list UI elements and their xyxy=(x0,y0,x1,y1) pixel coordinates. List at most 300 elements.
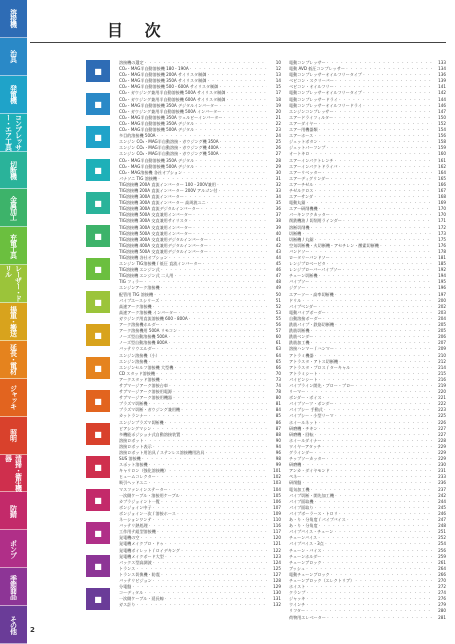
toc-entry-title: チェーン切断機 xyxy=(289,273,318,279)
toc-entry-title: ボンジョイン中子 xyxy=(119,504,152,510)
toc-entry-page: 34 xyxy=(275,194,281,200)
sidebar-tab[interactable]: 金属加工 xyxy=(0,189,27,227)
toc-entry-page: 214 xyxy=(438,364,446,370)
toc-entry-page: 220 xyxy=(438,389,446,395)
toc-entry-page: 176 xyxy=(438,242,446,248)
sidebar-tab[interactable]: 溶接機 xyxy=(0,0,27,38)
toc-entry-title: パイプソーツ・ボンダー xyxy=(289,401,334,407)
sidebar-tab[interactable]: ジャッキ xyxy=(0,379,27,417)
toc-entry-page: 150 xyxy=(438,114,446,120)
toc-entry-title: チェーンブロック xyxy=(289,559,322,565)
sidebar-tab[interactable]: 治具 xyxy=(0,38,27,76)
toc-entry-page: 160 xyxy=(438,151,446,157)
toc-entry-page: 99 xyxy=(275,462,281,468)
toc-entry-page: 104 xyxy=(273,486,281,492)
toc-entry-title: 電気加工機 xyxy=(289,486,310,492)
toc-entry-page: 244 xyxy=(438,498,446,504)
toc-entry-page: 116 xyxy=(273,523,281,529)
toc-entry-title: ジグソー xyxy=(289,285,306,291)
toc-entry-page: 200 xyxy=(438,297,446,303)
category-marker-icon: ■ xyxy=(86,225,110,247)
sidebar-tab[interactable]: 照明 xyxy=(0,417,27,455)
toc-entry-page: 266 xyxy=(438,571,446,577)
toc-entry-title: エンジン TIG溶接機 / 低圧 直流インバーター xyxy=(119,261,202,267)
toc-entry-title: CO₂・ガウジング兼用半自動溶接機 500A サイリスタ制御 xyxy=(119,90,226,96)
toc-entry-title: リフター xyxy=(289,608,306,614)
toc-entry-page: 33 xyxy=(275,187,281,193)
toc-entry-title: エアーインパクトドライバ xyxy=(289,163,338,169)
toc-entry-title: 一次側ケーブル・延長線 xyxy=(119,596,164,602)
toc-entry-title: 鉄筋切断機 xyxy=(289,328,310,334)
toc-entry-page: 276 xyxy=(438,596,446,602)
toc-entry-page: 132 xyxy=(273,602,281,608)
toc-entry-page: 170 xyxy=(438,206,446,212)
toc-entry-page: 231 xyxy=(438,468,446,474)
toc-entry-page: 122 xyxy=(273,547,281,553)
sidebar-tab[interactable]: ポンプ xyxy=(0,530,27,568)
toc-entry-title: 電動コンプレッサー xyxy=(289,60,326,65)
toc-entry-title: ジェットボタン xyxy=(289,139,318,145)
toc-entry-page: 57 xyxy=(275,328,281,334)
toc-entry-title: 電動コンプレッサーオイルフリータイプ xyxy=(289,72,362,78)
toc-entry-title: 溶接機の選定 xyxy=(119,60,144,65)
category-sidebar xyxy=(0,0,27,644)
toc-entry-page: 101 xyxy=(273,468,281,474)
toc-entry-title: TIG溶接機 300A 直流インバーター xyxy=(119,194,184,200)
toc-entry-page: 29 xyxy=(275,163,281,169)
toc-entry-page: 78 xyxy=(275,389,281,395)
toc-entry-title: バッテリウエルダー xyxy=(119,346,156,352)
toc-entry-title: バンドソー xyxy=(289,248,310,254)
toc-entry-title: コーディタル xyxy=(119,590,144,596)
toc-entry-title: サブマージアーク溶接用機器 xyxy=(119,395,173,401)
toc-entry-page: 270 xyxy=(438,577,446,583)
toc-entry-title: 多目的溶接機 500A xyxy=(119,133,156,139)
toc-entry-title: 配管用 TIG 溶接機 xyxy=(119,291,154,297)
toc-entry-page: 229 xyxy=(438,456,446,462)
toc-entry-page: 120 xyxy=(273,535,281,541)
toc-entry-title: パイプバイス・3点 xyxy=(289,541,324,547)
toc-entry-page: 64 xyxy=(275,352,281,358)
toc-entry-title: エアーリベッター xyxy=(289,169,322,175)
toc-entry-title: プラズマ切断機 xyxy=(119,401,148,407)
toc-entry-page: 14 xyxy=(275,78,281,84)
toc-entry-page: 131 xyxy=(273,596,281,602)
toc-entry-page: 51 xyxy=(275,297,281,303)
toc-entry-page: 65 xyxy=(275,358,281,364)
toc-entry-page: 47 xyxy=(275,273,281,279)
title-rule xyxy=(30,42,446,43)
toc-entry-title: ワイヤーアタッチ xyxy=(289,443,322,449)
toc-entry-page: 15 xyxy=(275,84,281,90)
toc-entry-page: 128 xyxy=(273,577,281,583)
toc-entry-page: 233 xyxy=(438,474,446,480)
toc-entry-title: アーク溶接機ホルダー xyxy=(119,322,160,328)
toc-entry-page: 103 xyxy=(273,480,281,486)
toc-entry-page: 202 xyxy=(438,303,446,309)
toc-entry-title: チェーン・バイス xyxy=(289,547,322,553)
toc-entry-page: 107 xyxy=(273,504,281,510)
toc-entry-title: ウインチ xyxy=(289,602,306,608)
toc-entry-page: 80 xyxy=(275,395,281,401)
toc-entry-title: TIG溶接機 300A 直流インバーター 高周波ユニ xyxy=(119,200,206,206)
toc-entry-page: 156 xyxy=(438,133,446,139)
toc-entry-title: パイプ面取機 xyxy=(289,498,314,504)
toc-entry-page: 170 xyxy=(438,212,446,218)
toc-entry-title: ホイールダイナー xyxy=(289,437,322,443)
toc-entry-title: 研削盤 xyxy=(289,480,302,486)
toc-entry-title: カプラジョイント一覧 xyxy=(119,498,160,504)
toc-entry-title: 電動コンプレッサードライ xyxy=(289,96,338,102)
sidebar-tab[interactable]: 季節商品 xyxy=(0,568,27,606)
toc-entry-page: 209 xyxy=(438,346,446,352)
toc-entry-title: エアーチゼル xyxy=(289,181,314,187)
toc-entry-page: 141 xyxy=(438,84,446,90)
category-marker-icon: ■ xyxy=(86,522,110,544)
toc-entry-title: パイプエースシリーズ xyxy=(119,297,160,303)
toc-entry-page: 96 xyxy=(275,450,281,455)
toc-entry-title: CO₂・MAG半自動溶接機 500A デジタル xyxy=(119,163,195,169)
sidebar-tab[interactable]: コンプレッサー・エア工具 xyxy=(0,114,27,152)
toc-entry-title: ガス計り xyxy=(119,602,136,608)
toc-entry-page: 280 xyxy=(438,608,446,614)
toc-entry-page: 28 xyxy=(275,157,281,163)
toc-entry-title: TIG溶接機 500A 交直兼用デジタルインバーター xyxy=(119,248,208,254)
page-title: 目 次 xyxy=(107,21,169,40)
toc-entry-title: CO₂・MAG半自動溶接機 350A デジタル xyxy=(119,120,195,126)
toc-entry-page: 61 xyxy=(275,340,281,346)
category-marker-icon: ■ xyxy=(86,291,110,313)
toc-entry-page: 56 xyxy=(275,322,281,328)
toc-entry-title: TIG溶接機 300A 交直兼用サイリスタ xyxy=(119,218,188,224)
toc-entry-page: 205 xyxy=(438,322,446,328)
toc-entry-title: 研磨機・回転 xyxy=(289,431,314,437)
toc-entry-page: 229 xyxy=(438,443,446,449)
toc-entry-title: ノーズ型自動溶接機 800A xyxy=(119,340,168,346)
toc-entry-title: CO₂・MAG半自動溶接機 350A デジタルインバーター xyxy=(119,102,219,108)
toc-entry-title: TIG溶接機 300A 直流デジタルインバーター xyxy=(119,206,200,212)
toc-entry-page: 165 xyxy=(438,175,446,181)
toc-entry-title: CO₂・MAG半自動溶接機 180・190A xyxy=(119,66,189,72)
sidebar-tab[interactable]: 防錆 xyxy=(0,492,27,530)
toc-entry-page: 125 xyxy=(273,565,281,571)
category-marker-icon: ■ xyxy=(86,357,110,379)
toc-entry-page: 161 xyxy=(438,157,446,163)
toc-entry-page: 123 xyxy=(273,553,281,559)
toc-entry-title: バッテリ熱処理 xyxy=(119,523,148,529)
toc-entry-page: 63 xyxy=(275,346,281,352)
sidebar-tab[interactable]: レーザー・ドリル xyxy=(0,265,27,303)
toc-entry-page: 55 xyxy=(275,315,281,321)
toc-entry-title: ペネー xyxy=(289,474,302,480)
toc-entry-title: CO₂・ガウジング兼用半自動溶接機 500A インバーター xyxy=(119,108,222,114)
toc-entry-title: TIG溶接機 500A 交直兼用インバーター xyxy=(119,230,193,236)
toc-entry-page: 178 xyxy=(438,248,446,254)
toc-entry-page: 45 xyxy=(275,261,281,267)
toc-entry-page: 52 xyxy=(275,303,281,309)
toc-entry-page: 10 xyxy=(275,60,281,65)
toc-entry-title: パイプシー 手動式 xyxy=(289,407,323,413)
toc-entry-title: ジェットパーフンプ xyxy=(289,145,326,151)
toc-entry-page: 41 xyxy=(275,236,281,242)
toc-entry-title: パイプシー・小型リーマ xyxy=(289,413,334,419)
toc-entry-title: 研磨機 xyxy=(289,462,302,468)
toc-entry-title: パイプライン開先・ブロー・プロー xyxy=(289,382,355,388)
toc-entry-title: 発電機メイクボード大型 xyxy=(119,553,164,559)
toc-entry-title: エンジンコンプレッサー xyxy=(289,108,334,114)
toc-entry-page: 124 xyxy=(273,559,281,565)
toc-entry-title: エンジン CO₂・MAG半自動溶接・ガウジング機 350A xyxy=(119,139,219,145)
toc-entry-page: 219 xyxy=(438,382,446,388)
toc-entry-title: TIG溶接機 300A 交直兼用インバーター xyxy=(119,224,193,230)
toc-entry-title: エンジン CO₂・MAG半自動溶接・ガウジング機 400A xyxy=(119,145,219,151)
toc-entry-title: ネーションワンテ xyxy=(119,517,152,523)
toc-entry-title: オートキロ xyxy=(289,151,310,157)
toc-entry-title: 溶接ロボット用治具 / ステンレス溶接機用治具 xyxy=(119,450,205,455)
toc-entry-page: 223 xyxy=(438,407,446,413)
toc-entry-title: パイプベンダー xyxy=(289,303,318,309)
toc-entry-title: バッテリビジョン xyxy=(119,577,152,583)
toc-entry-title: ベビコン・オイルフリー xyxy=(289,84,334,90)
toc-entry-title: 鉄筋加工機 xyxy=(289,340,310,346)
toc-entry[interactable] xyxy=(289,615,446,621)
category-marker-icon: ■ xyxy=(86,192,110,214)
toc-entry-page: 32 xyxy=(275,181,281,187)
toc-entry-page: 117 xyxy=(273,529,281,535)
toc-entry-page: 204 xyxy=(438,315,446,321)
toc-entry-title: CO₂・MAG半自動溶接機 500・600A サイリスタ制御 xyxy=(119,84,219,90)
toc-entry-title: 研磨機・チキン xyxy=(289,425,318,431)
toc-entry-title: アトラミシート xyxy=(289,370,318,376)
sidebar-tab[interactable]: 清掃・衛生機器 xyxy=(0,455,27,493)
toc-entry-page: 274 xyxy=(438,590,446,596)
toc-entry-page: 229 xyxy=(438,450,446,455)
toc-entry-page: 70 xyxy=(275,370,281,376)
toc-entry-title: アークスタッド溶接機 xyxy=(119,376,160,382)
toc-entry-page: 215 xyxy=(438,370,446,376)
toc-entry-title: エアーソー・高率切断機 xyxy=(289,291,334,297)
toc-entry-page: 81 xyxy=(275,401,281,407)
toc-column-right xyxy=(289,60,446,621)
toc-entry-title: ガウジング用直流溶接機 600・800A xyxy=(119,315,188,321)
sidebar-tab[interactable]: 揚重・搬送 xyxy=(0,303,27,341)
sidebar-tab[interactable]: 切断機 xyxy=(0,152,27,190)
toc-entry-title: バイプソー xyxy=(289,279,310,285)
toc-entry-title: 工作用テ組型溶接機 xyxy=(119,529,156,535)
toc-entry-page: 106 xyxy=(273,498,281,504)
toc-entry-title: サブマージアーク溶接用電源 xyxy=(119,389,173,395)
toc-entry-page: 73 xyxy=(275,376,281,382)
toc-entry-title: パイプボーラース・トロリ xyxy=(289,510,338,516)
toc-entry-title: ピアシングマシン xyxy=(119,425,152,431)
toc-entry-page: 105 xyxy=(273,492,281,498)
toc-entry-page: 154 xyxy=(438,127,446,133)
toc-entry-title: TIG溶接機 300A 交直兼用デジタルインバーター xyxy=(119,236,208,242)
toc-entry-page: 236 xyxy=(438,480,446,486)
toc-entry-page: 30 xyxy=(275,169,281,175)
toc-entry-page: 20 xyxy=(275,108,281,114)
toc-entry-page: 110 xyxy=(273,517,281,523)
toc-entry-title: グラインダー xyxy=(289,450,314,455)
toc-entry-page: 146 xyxy=(438,102,446,108)
toc-entry-page: 210 xyxy=(438,352,446,358)
sidebar-tab[interactable]: 発電機 xyxy=(0,76,27,114)
toc-entry-page: 18 xyxy=(275,96,281,102)
toc-entry-page: 147 xyxy=(438,108,446,114)
toc-entry-page: 40 xyxy=(275,230,281,236)
toc-entry-page: 254 xyxy=(438,541,446,547)
category-marker-icon: ■ xyxy=(86,555,110,577)
toc-entry-title: レンジプロベービタ xyxy=(289,261,326,267)
toc-entry-title: アトラミ機器 xyxy=(289,352,314,358)
toc-entry-title: パイピンシート xyxy=(289,376,318,382)
toc-entry-page: 245 xyxy=(438,504,446,510)
toc-entry-page: 205 xyxy=(438,328,446,334)
toc-entry-title: SUS 溶接機 xyxy=(119,456,141,462)
toc-entry-title: TIG溶接機 エンジン式 xyxy=(119,267,160,273)
toc-entry-title: トランス切換機・防震 xyxy=(119,571,160,577)
toc-entry-title: エアードライフィルター xyxy=(289,114,334,120)
toc-entry-page: 53 xyxy=(275,309,281,315)
toc-entry-title: エアーダイヤー xyxy=(289,120,318,126)
toc-entry-page: 264 xyxy=(438,565,446,571)
toc-entry-page: 228 xyxy=(438,437,446,443)
toc-entry-title: ノーズ型自動溶接機 500A xyxy=(119,334,168,340)
toc-entry-title: CO₂・ガウジング兼用半自動溶接機 600A サイリスタ制御 xyxy=(119,96,226,102)
toc-entry-page: 102 xyxy=(273,474,281,480)
toc-entry-title: CD スタッド溶接機 xyxy=(119,370,155,376)
toc-entry-page: 173 xyxy=(438,230,446,236)
toc-entry-page: 60 xyxy=(275,334,281,340)
toc-column-left xyxy=(119,60,281,608)
toc-entry-page: 261 xyxy=(438,559,446,565)
toc-entry-page: 196 xyxy=(438,285,446,291)
toc-entry-page: 85 xyxy=(275,413,281,419)
toc-entry-page: 25 xyxy=(275,139,281,145)
toc-entry-title: パイプ切断・開先加工機 xyxy=(289,492,334,498)
toc-entry-page: 248 xyxy=(438,523,446,529)
toc-entry-page: 48 xyxy=(275,279,281,285)
toc-entry-title: トランス xyxy=(119,565,136,571)
toc-entry-title: ボンジョイン一次 / 溶接ホース xyxy=(119,510,176,516)
toc-entry-page: 24 xyxy=(275,133,281,139)
toc-entry-title: エアーサンダ xyxy=(289,194,314,200)
page-number: 2 xyxy=(30,626,35,634)
toc-entry-page: 169 xyxy=(438,200,446,206)
toc-entry-page: 144 xyxy=(438,96,446,102)
toc-entry-title: 空気切断機・火切断機・アセチレン・酸素切断機 xyxy=(289,242,379,248)
toc-entry-title: エアーインパクトレンチ xyxy=(289,157,334,163)
toc-entry-title: エンジン溶接機 xyxy=(119,358,148,364)
toc-entry-title: エンジンセルフ溶接機 大型機 xyxy=(119,364,174,370)
sidebar-tab[interactable]: 充電工具 xyxy=(0,227,27,265)
toc-entry-page: 66 xyxy=(275,364,281,370)
toc-entry-title: 一次側ケーブル・溶接用ケーブル xyxy=(119,492,180,498)
toc-entry-page: 195 xyxy=(438,279,446,285)
toc-entry-title: 溶接ハンマー / ハンマー xyxy=(289,346,334,352)
toc-entry-title: ベビコン・スクリーバー xyxy=(289,78,334,84)
toc-entry-page: 227 xyxy=(438,431,446,437)
toc-entry-title: ホイスト xyxy=(289,584,306,590)
toc-entry[interactable] xyxy=(119,602,281,608)
toc-entry-title: レンジプローバーパイプソー xyxy=(289,267,342,273)
toc-entry-title: エアー用機器類 xyxy=(289,127,318,133)
toc-entry-page: 164 xyxy=(438,169,446,175)
toc-entry-title: TIG溶接機 400A 交直兼用デジタルインバーター xyxy=(119,242,208,248)
toc-entry-page: 84 xyxy=(275,407,281,413)
toc-entry-title: CO₂・MAG半自動溶接機 350A デジタル xyxy=(119,157,195,163)
toc-entry-page: 98 xyxy=(275,456,281,462)
toc-entry-page: 281 xyxy=(438,614,446,620)
toc-entry-page: 31 xyxy=(275,175,281,181)
toc-entry-title: キャリロン（強化溶接機） xyxy=(119,468,169,474)
toc-entry-title: CO₂・MAG半自動溶接機 350A サイリスタ制御 xyxy=(119,78,207,84)
toc-entry-page: 216 xyxy=(438,376,446,382)
toc-entry-title: 削鉄機油 / 切削用ラインダー xyxy=(289,218,342,224)
category-marker-icon: ■ xyxy=(86,423,110,445)
toc-entry-page: 136 xyxy=(438,72,446,78)
toc-entry-page: 129 xyxy=(273,584,281,590)
toc-entry-page: 90 xyxy=(275,437,281,443)
toc-entry-page: 37 xyxy=(275,212,281,218)
sidebar-tab[interactable]: 延長・電材 xyxy=(0,341,27,379)
toc-entry-page: 42 xyxy=(275,242,281,248)
toc-entry-page: 139 xyxy=(438,78,446,84)
toc-entry-page: 38 xyxy=(275,218,281,224)
toc-entry-page: 36 xyxy=(275,206,281,212)
toc-entry-title: CO₂・MAG半自動溶接機 500A デジタル xyxy=(119,127,195,133)
toc-entry-title: CO₂・MAG半自動溶接機 350A ウェルビーインバーター xyxy=(119,114,223,120)
toc-entry-page: 74 xyxy=(275,382,281,388)
toc-entry-title: パーキンツクカッター xyxy=(289,212,330,218)
toc-entry-page: 22 xyxy=(275,120,281,126)
toc-entry-title: CO₂・MAG半自動溶接機 200A サイリスタ制御 xyxy=(119,72,207,78)
toc-entry-title: TIG溶接機 エンジン式 二人用 xyxy=(119,273,174,279)
toc-entry-title: 発電機の空 xyxy=(119,535,140,541)
toc-entry-title: 溶断切削機 xyxy=(289,224,310,230)
toc-entry-page: 226 xyxy=(438,419,446,425)
toc-entry-title: 溶接ロボット表示 xyxy=(119,443,152,449)
toc-entry-page: 50 xyxy=(275,291,281,297)
toc-entry-page: 192 xyxy=(438,267,446,273)
toc-entry-page: 171 xyxy=(438,218,446,224)
category-marker-icon: ■ xyxy=(86,159,110,181)
toc-entry-title: エンジンプラズマ切断機 xyxy=(119,419,164,425)
toc-entry-title: 高速アーク溶接機 インバーター xyxy=(119,309,178,315)
toc-entry-page: 247 xyxy=(438,517,446,523)
leader-dots xyxy=(326,615,432,621)
toc-entry-page: 207 xyxy=(438,340,446,346)
toc-entry-title: TIG溶接機 200A 直流インバーター 100・200V兼用 xyxy=(119,181,216,187)
toc-entry-page: 21 xyxy=(275,114,281,120)
toc-entry-title: チゼルクロス xyxy=(289,187,314,193)
toc-entry-title: マスファンインステーター xyxy=(119,486,168,492)
toc-entry-page: 194 xyxy=(438,273,446,279)
toc-entry-page: 159 xyxy=(438,145,446,151)
toc-entry-page: 203 xyxy=(438,309,446,315)
toc-entry-title: サブマージアーク溶接台車 xyxy=(119,382,168,388)
toc-entry-title: アトラスタ・プロス / ターキャル xyxy=(289,364,351,370)
sidebar-tab[interactable]: その他 xyxy=(0,606,27,644)
toc-entry-page: 221 xyxy=(438,395,446,401)
toc-entry-page: 19 xyxy=(275,102,281,108)
toc-entry-title: 切断機 / 丸鋸 xyxy=(289,236,314,242)
toc-entry-page: 222 xyxy=(438,401,446,407)
leader-dots xyxy=(135,602,267,608)
toc-entry-title: クランプ xyxy=(289,590,306,596)
toc-entry-page: 94 xyxy=(275,443,281,449)
toc-entry-page: 230 xyxy=(438,462,446,468)
